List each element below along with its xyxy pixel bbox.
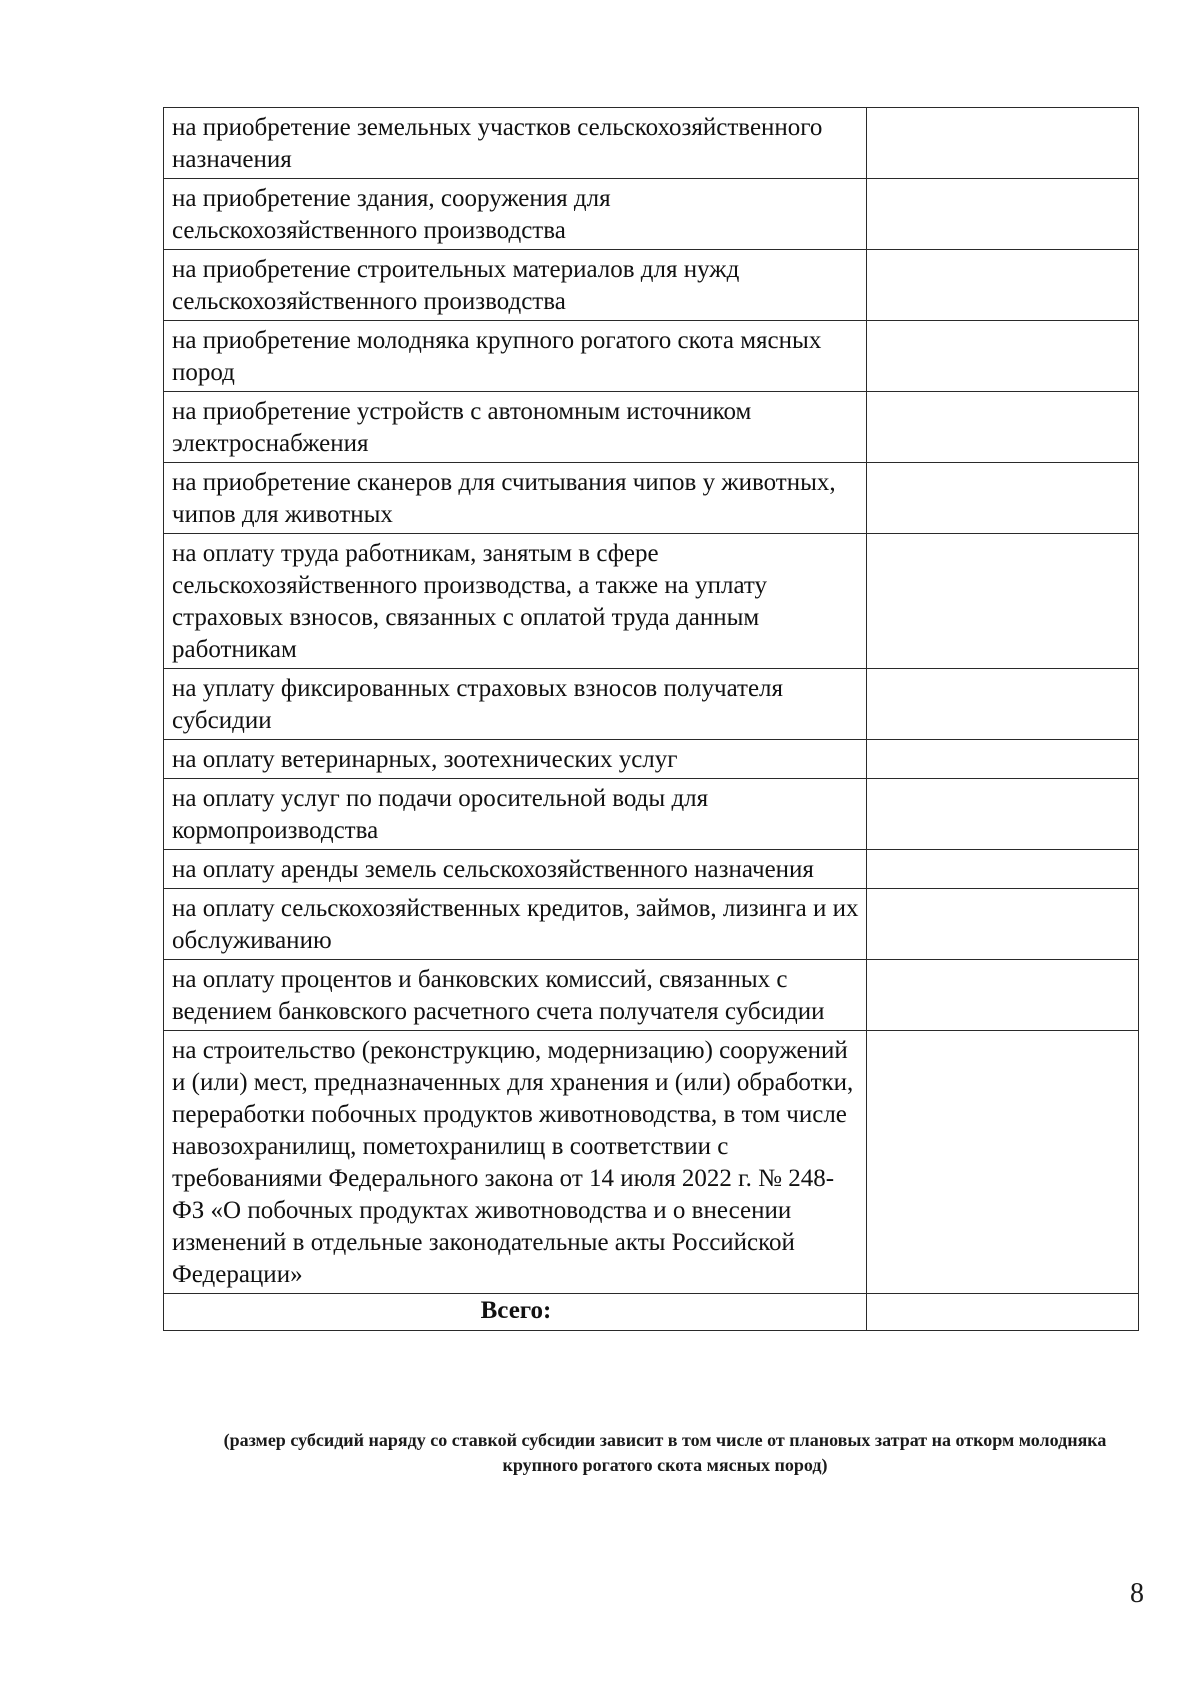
table-row (164, 669, 1139, 740)
expense-label: на приобретение строительных материалов для нужд сельскохозяйственного производства (164, 250, 867, 321)
expense-amount (867, 779, 1139, 850)
expense-label: на приобретение сканеров для считывания чипов у животных, чипов для животных (164, 463, 867, 534)
expense-table-container (163, 107, 1138, 1331)
table-row (164, 250, 1139, 321)
expense-amount (867, 250, 1139, 321)
expense-amount (867, 534, 1139, 669)
total-amount (867, 1294, 1139, 1331)
footnote: (размер субсидий наряду со ставкой субсидии зависит в том числе от плановых затрат на откорм молодняка крупного рогатого скота мясных пород) (223, 1430, 1107, 1475)
table-row (164, 534, 1139, 669)
table-row (164, 108, 1139, 179)
expense-amount (867, 392, 1139, 463)
expense-label: на приобретение устройств с автономным источником электроснабжения (164, 392, 867, 463)
expense-amount (867, 463, 1139, 534)
expense-label: на оплату услуг по подачи оросительной воды для кормопроизводства (164, 779, 867, 850)
table-row (164, 779, 1139, 850)
table-row (164, 179, 1139, 250)
expense-label: на уплату фиксированных страховых взносов получателя субсидии (164, 669, 867, 740)
table-row (164, 463, 1139, 534)
expense-label: на строительство (реконструкцию, модернизацию) сооружений и (или) мест, предназначенных для хранения и (или) обработки, переработки побочных продуктов животноводства, в том числе навозохранилищ, пометохранилищ в соответствии с требованиями Федерального закона от 14 июля 2022 г. № 248-ФЗ «О побочных продуктах животноводства и о внесении изменений в отдельные законодательные акты Российской Федерации» (164, 1031, 867, 1294)
table-row (164, 1031, 1139, 1294)
table-row (164, 960, 1139, 1031)
expense-amount (867, 1031, 1139, 1294)
expense-label: на оплату процентов и банковских комиссий, связанных с ведением банковского расчетного счета получателя субсидии (164, 960, 867, 1031)
expense-table (163, 107, 1139, 1331)
total-label: Всего: (164, 1294, 867, 1331)
expense-label: на оплату ветеринарных, зоотехнических услуг (164, 740, 867, 779)
expense-label: на оплату сельскохозяйственных кредитов, займов, лизинга и их обслуживанию (164, 889, 867, 960)
expense-amount (867, 889, 1139, 960)
expense-label: на приобретение здания, сооружения для сельскохозяйственного производства (164, 179, 867, 250)
table-row (164, 740, 1139, 779)
expense-label: на оплату аренды земель сельскохозяйственного назначения (164, 850, 867, 889)
expense-amount (867, 321, 1139, 392)
expense-amount (867, 669, 1139, 740)
expense-label: на оплату труда работникам, занятым в сфере сельскохозяйственного производства, а также на уплату страховых взносов, связанных с оплатой труда данным работникам (164, 534, 867, 669)
table-row (164, 850, 1139, 889)
expense-amount (867, 960, 1139, 1031)
page-number: 8 (1130, 1578, 1144, 1609)
expense-label: на приобретение молодняка крупного рогатого скота мясных пород (164, 321, 867, 392)
expense-amount (867, 740, 1139, 779)
expense-label: на приобретение земельных участков сельскохозяйственного назначения (164, 108, 867, 179)
expense-amount (867, 850, 1139, 889)
total-row (164, 1294, 1139, 1331)
table-row (164, 321, 1139, 392)
expense-amount (867, 108, 1139, 179)
table-row (164, 392, 1139, 463)
expense-amount (867, 179, 1139, 250)
table-row (164, 889, 1139, 960)
